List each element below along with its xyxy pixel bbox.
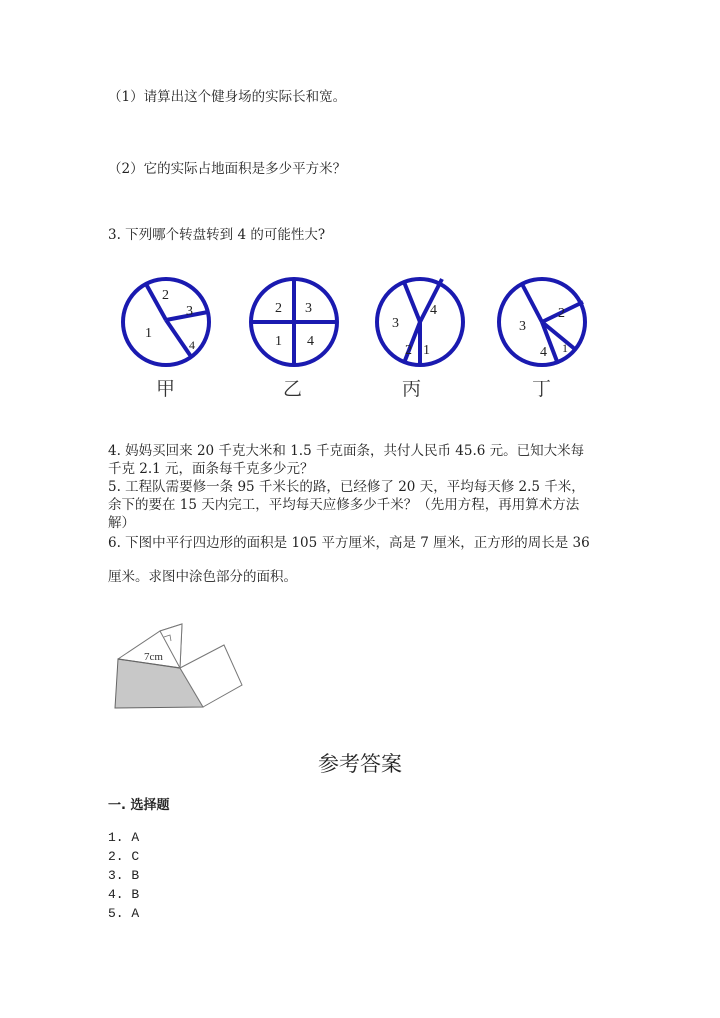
spinner-ding-number: 4 [540,345,547,360]
spinner-label-yi: 乙 [283,378,303,400]
spinner-bing-number: 2 [405,343,412,358]
spinner-jia-number: 4 [189,338,195,352]
spinner-label-bing: 丙 [402,378,422,400]
spinner-yi-number: 1 [275,334,282,349]
spinner-yi-number: 4 [307,334,314,349]
question-5-line-2: 余下的要在 15 天内完工，平均每天应修多少千米？（先用方程，再用算术方法 [108,497,580,513]
question-2-part-2: （2）它的实际占地面积是多少平方米？ [108,161,347,177]
answer-item: 2. C [108,849,140,864]
question-5-line-1: 5. 工程队需要修一条 95 千米长的路，已经修了 20 天，平均每天修 2.5 千米， [108,479,585,495]
spinner-jia-number: 2 [162,288,169,303]
answer-item: 5. A [108,906,140,921]
answer-item: 1. A [108,830,140,845]
answer-section-heading: 一. 选择题 [108,798,170,813]
spinner-ding-number: 2 [558,306,565,321]
spinner-bing-number: 4 [430,303,437,318]
spinner-label-ding: 丁 [532,378,552,400]
spinner-ding-number: 3 [519,319,526,334]
question-6-line-2: 厘米。求图中涂色部分的面积。 [108,569,297,585]
question-5-line-3: 解） [108,515,135,531]
spinner-jia-number: 3 [186,304,193,319]
height-label: 7cm [144,651,163,663]
question-6-line-1: 6. 下图中平行四边形的面积是 105 平方厘米，高是 7 厘米，正方形的周长是 36 [108,535,590,551]
answer-title: 参考答案 [318,752,402,776]
spinner-ding-number: 1 [562,341,568,355]
question-4-line-1: 4. 妈妈买回来 20 千克大米和 1.5 千克面条，共付人民币 45.6 元。已知大米每 [108,443,585,459]
spinner-yi-number: 2 [275,301,282,316]
question-3: 3. 下列哪个转盘转到 4 的可能性大? [108,227,326,243]
question-2-part-1: （1）请算出这个健身场的实际长和宽。 [108,89,347,105]
spinner-yi-number: 3 [305,301,312,316]
answer-item: 4. B [108,887,140,902]
spinner-jia-number: 1 [145,326,152,341]
spinner-bing-number: 3 [392,316,399,331]
answer-item: 3. B [108,868,140,883]
question-4-line-2: 千克 2.1 元，面条每千克多少元？ [108,461,314,477]
parallelogram-square-figure [108,615,258,715]
spinner-figure [120,272,600,402]
spinner-bing-number: 1 [423,343,430,358]
spinner-label-jia: 甲 [156,378,176,400]
